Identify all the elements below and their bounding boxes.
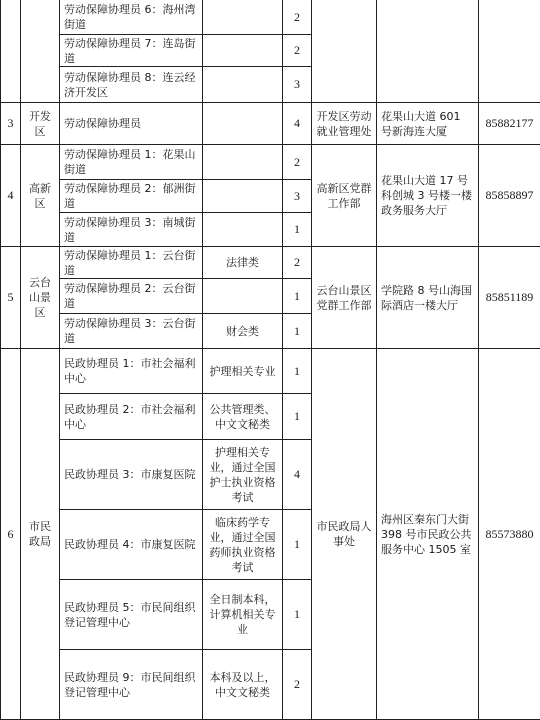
district: 市民政局 xyxy=(21,349,60,720)
requirement: 财会类 xyxy=(203,314,283,349)
table-row xyxy=(1,247,540,279)
phone: 85851189 xyxy=(479,247,540,349)
position-name: 劳动保障协理员 3：云台街道 xyxy=(60,314,203,349)
requirement: 护理相关专业，通过全国护士执业资格考试 xyxy=(203,440,283,510)
row-number: 6 xyxy=(1,349,21,720)
headcount: 2 xyxy=(283,247,312,279)
requirement xyxy=(203,180,283,213)
headcount: 4 xyxy=(283,440,312,510)
requirement xyxy=(203,103,283,145)
requirement: 本科及以上，中文文秘类 xyxy=(203,650,283,720)
position-name: 劳动保障协理员 6：海州湾街道 xyxy=(60,0,203,35)
row-number: 3 xyxy=(1,103,21,145)
district: 高新区 xyxy=(21,145,60,247)
headcount: 1 xyxy=(283,349,312,394)
position-name: 劳动保障协理员 7：连岛街道 xyxy=(60,35,203,67)
headcount: 1 xyxy=(283,279,312,314)
requirement xyxy=(203,67,283,103)
department: 云台山景区党群工作部 xyxy=(312,247,377,349)
headcount: 2 xyxy=(283,650,312,720)
address: 学院路 8 号山海国际酒店一楼大厅 xyxy=(377,247,479,349)
position-name: 民政协理员 4：市康复医院 xyxy=(60,510,203,580)
phone: 85882177 xyxy=(479,103,540,145)
headcount: 2 xyxy=(283,0,312,35)
position-name: 劳动保障协理员 3：南城街道 xyxy=(60,213,203,247)
requirement: 护理相关专业 xyxy=(203,349,283,394)
district: 开发区 xyxy=(21,103,60,145)
headcount: 1 xyxy=(283,213,312,247)
row-number xyxy=(1,0,21,103)
phone: 85858897 xyxy=(479,145,540,247)
table-row xyxy=(1,103,540,145)
position-name: 民政协理员 2：市社会福利中心 xyxy=(60,394,203,440)
requirement xyxy=(203,35,283,67)
address xyxy=(377,0,479,103)
headcount: 1 xyxy=(283,394,312,440)
position-name: 民政协理员 3：市康复医院 xyxy=(60,440,203,510)
headcount: 3 xyxy=(283,180,312,213)
requirement: 全日制本科，计算机相关专业 xyxy=(203,580,283,650)
requirement: 法律类 xyxy=(203,247,283,279)
department: 高新区党群工作部 xyxy=(312,145,377,247)
position-name: 民政协理员 1：市社会福利中心 xyxy=(60,349,203,394)
district: 云台山景区 xyxy=(21,247,60,349)
table-row xyxy=(1,145,540,180)
position-name: 劳动保障协理员 xyxy=(60,103,203,145)
headcount: 1 xyxy=(283,580,312,650)
phone xyxy=(479,0,540,103)
requirement xyxy=(203,145,283,180)
table-row xyxy=(1,0,540,35)
position-name: 劳动保障协理员 1：花果山街道 xyxy=(60,145,203,180)
requirement xyxy=(203,279,283,314)
headcount: 1 xyxy=(283,510,312,580)
department: 开发区劳动就业管理处 xyxy=(312,103,377,145)
district xyxy=(21,0,60,103)
row-number: 5 xyxy=(1,247,21,349)
requirement xyxy=(203,0,283,35)
table-row xyxy=(1,349,540,394)
requirement: 临床药学专业，通过全国药师执业资格考试 xyxy=(203,510,283,580)
position-name: 劳动保障协理员 1：云台街道 xyxy=(60,247,203,279)
position-name: 劳动保障协理员 8：连云经济开发区 xyxy=(60,67,203,103)
department xyxy=(312,0,377,103)
address: 花果山大道 601 号新海连大厦 xyxy=(377,103,479,145)
headcount: 4 xyxy=(283,103,312,145)
row-number: 4 xyxy=(1,145,21,247)
address: 海州区秦东门大街 398 号市民政公共服务中心 1505 室 xyxy=(377,349,479,720)
department: 市民政局人事处 xyxy=(312,349,377,720)
position-name: 民政协理员 5：市民间组织登记管理中心 xyxy=(60,580,203,650)
headcount: 3 xyxy=(283,67,312,103)
headcount: 2 xyxy=(283,145,312,180)
requirement: 公共管理类、中文文秘类 xyxy=(203,394,283,440)
position-name: 劳动保障协理员 2：云台街道 xyxy=(60,279,203,314)
headcount: 2 xyxy=(283,35,312,67)
phone: 85573880 xyxy=(479,349,540,720)
requirement xyxy=(203,213,283,247)
position-name: 劳动保障协理员 2：郁洲街道 xyxy=(60,180,203,213)
headcount: 1 xyxy=(283,314,312,349)
address: 花果山大道 17 号科创城 3 号楼一楼政务服务大厅 xyxy=(377,145,479,247)
position-name: 民政协理员 9：市民间组织登记管理中心 xyxy=(60,650,203,720)
